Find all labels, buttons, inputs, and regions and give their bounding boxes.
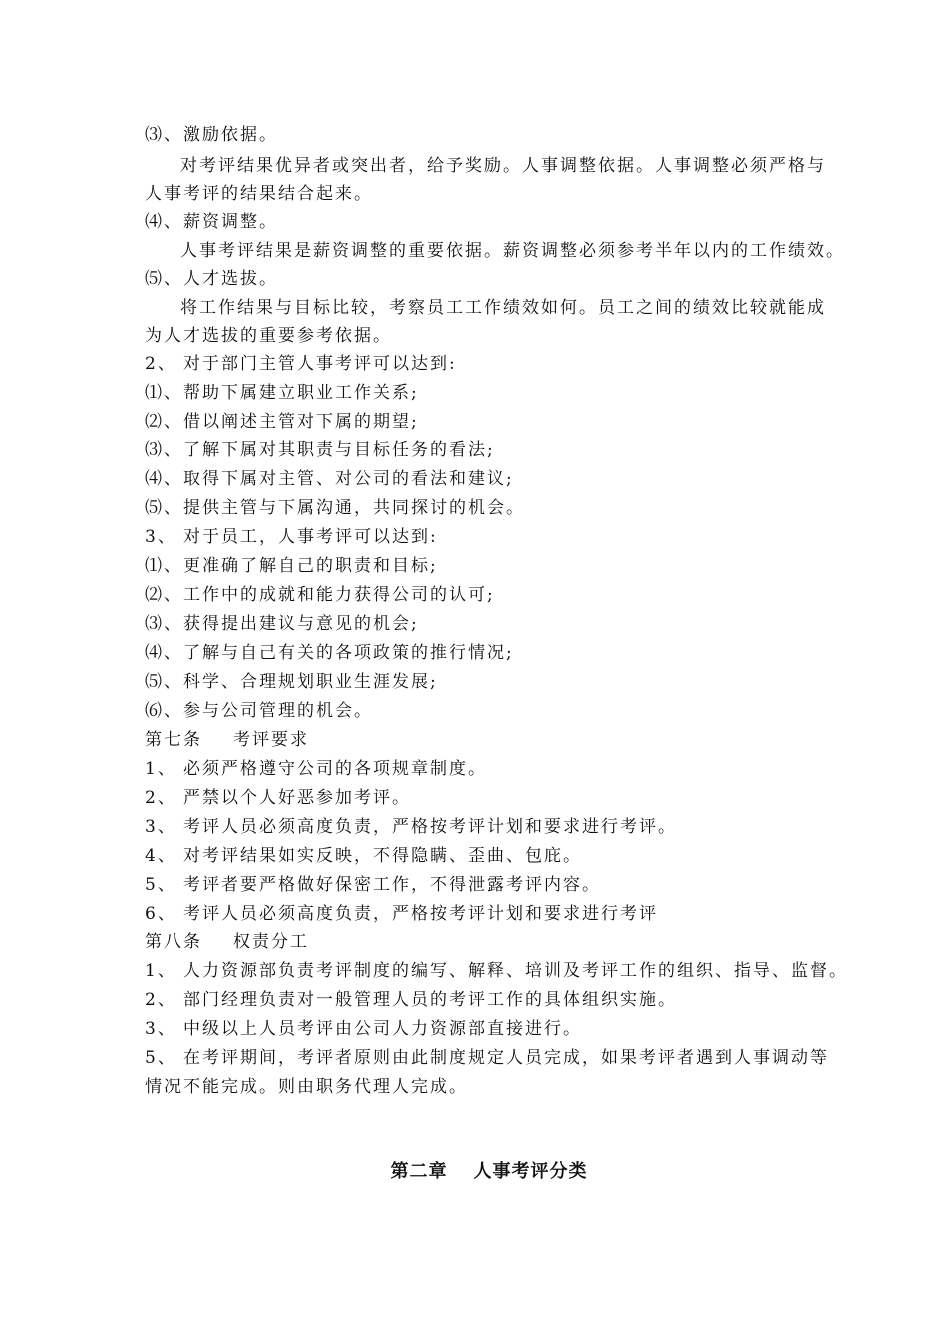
numbered-item: 6、 考评人员必须高度负责，严格按考评计划和要求进行考评 [145,904,658,924]
numbered-item: 5、 在考评期间，考评者原则由此制度规定人员完成，如果考评者遇到人事调动等 [145,1048,829,1068]
sub-item: ⑴、帮助下属建立职业工作关系; [145,383,419,403]
numbered-item: 5、 考评者要严格做好保密工作，不得泄露考评内容。 [145,875,601,895]
chapter-number: 第二章 [390,1161,448,1182]
sub-item: ⑷、取得下属对主管、对公司的看法和建议; [145,469,514,489]
chapter-title: 人事考评分类 [473,1161,588,1182]
item-number: 2、 [145,990,177,1010]
numbered-item: 1、 人力资源部负责考评制度的编写、解释、培训及考评工作的组织、指导、监督。 [145,961,848,981]
paragraph-line: 人事考评的结果结合起来。 [145,184,373,204]
sub-item: ⑵、工作中的成就和能力获得公司的认可; [145,585,495,605]
numbered-item: 3、 对于员工，人事考评可以达到: [145,527,438,547]
item-number: 3、 [145,1019,177,1039]
paragraph-line: 将工作结果与目标比较，考察员工工作绩效如何。员工之间的绩效比较就能成 [180,298,826,318]
article-heading: 第八条 权责分工 [145,932,309,952]
item-number: 5、 [145,875,177,895]
item-number: 1、 [145,961,177,981]
item-number: 1、 [145,759,177,779]
sub-item: ⑶、获得提出建议与意见的机会; [145,614,419,634]
sub-item: ⑵、借以阐述主管对下属的期望; [145,412,419,432]
article-number: 第八条 [145,932,202,952]
numbered-item: 2、 对于部门主管人事考评可以达到: [145,354,457,374]
paragraph-line: 为人才选拔的重要参考依据。 [145,326,392,346]
sub-item: ⑸、科学、合理规划职业生涯发展; [145,672,438,692]
paragraph-line: ⑸、人才选拔。 [145,269,278,289]
numbered-item: 4、 对考评结果如实反映，不得隐瞒、歪曲、包庇。 [145,846,582,866]
item-number: 3、 [145,527,177,547]
paragraph-line: ⑷、薪资调整。 [145,212,278,232]
numbered-item: 1、 必须严格遵守公司的各项规章制度。 [145,759,487,779]
sub-item: ⑸、提供主管与下属沟通，共同探讨的机会。 [145,498,525,518]
paragraph-line: 人事考评结果是薪资调整的重要依据。薪资调整必须参考半年以内的工作绩效。 [180,241,845,261]
item-number: 2、 [145,354,177,374]
item-number: 4、 [145,846,177,866]
article-heading: 第七条 考评要求 [145,730,309,750]
sub-item: ⑶、了解下属对其职责与目标任务的看法; [145,440,495,460]
numbered-item: 2、 部门经理负责对一般管理人员的考评工作的具体组织实施。 [145,990,677,1010]
item-number: 3、 [145,817,177,837]
sub-item: ⑹、参与公司管理的机会。 [145,701,373,721]
numbered-item: 3、 中级以上人员考评由公司人力资源部直接进行。 [145,1019,582,1039]
item-number: 6、 [145,904,177,924]
item-number: 2、 [145,788,177,808]
numbered-item: 3、 考评人员必须高度负责，严格按考评计划和要求进行考评。 [145,817,677,837]
paragraph-line: 对考评结果优异者或突出者，给予奖励。人事调整依据。人事调整必须严格与 [180,156,826,176]
chapter-heading [0,1157,950,1183]
paragraph-line: ⑶、激励依据。 [145,125,278,145]
sub-item: ⑴、更准确了解自己的职责和目标; [145,556,438,576]
paragraph-line: 情况不能完成。则由职务代理人完成。 [145,1077,468,1097]
numbered-item: 2、 严禁以个人好恶参加考评。 [145,788,411,808]
article-number: 第七条 [145,730,202,750]
item-number: 5、 [145,1048,177,1068]
sub-item: ⑷、了解与自己有关的各项政策的推行情况; [145,643,514,663]
